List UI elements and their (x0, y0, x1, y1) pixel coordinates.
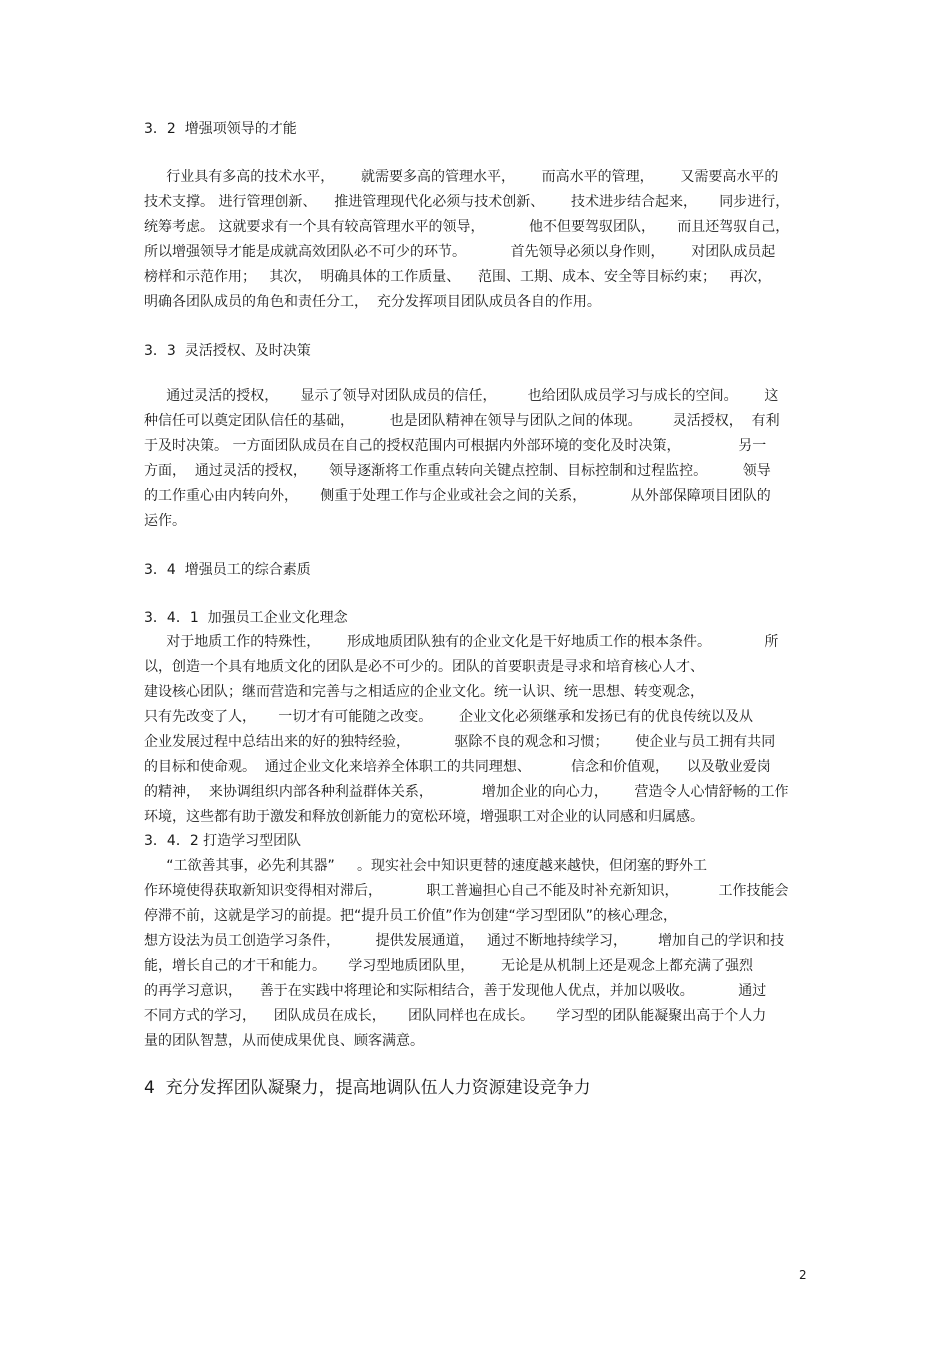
paragraph-line: 运作。 (144, 513, 186, 529)
paragraph-line: 的目标和使命观。 通过企业文化来培养全体职工的共同理想、 信念和价值观， 以及敬业爱岗 (144, 759, 771, 775)
section-3-2-heading: 3．2 增强项领导的才能 (144, 121, 297, 137)
paragraph-line: 种信任可以奠定团队信任的基础， 也是团队精神在领导与团队之间的体现。 灵活授权， 有利 (144, 413, 780, 429)
paragraph-line: 于及时决策。 一方面团队成员在自己的授权范围内可根据内外部环境的变化及时决策， 另一 (144, 438, 767, 454)
section-3-4-2-heading: 3．4．2 打造学习型团队 (144, 833, 302, 849)
paragraph-line: 所以增强领导才能是成就高效团队必不可少的环节。 首先领导必须以身作则， 对团队成员起 (144, 244, 776, 260)
section-3-3-heading: 3．3 灵活授权、及时决策 (144, 343, 311, 359)
paragraph-line: 企业发展过程中总结出来的好的独特经验， 驱除不良的观念和习惯； 使企业与员工拥有共同 (144, 734, 776, 750)
section-4-heading: 4 充分发挥团队凝聚力，提高地调队伍人力资源建设竞争力 (144, 1078, 591, 1098)
paragraph-line: 能，增长自己的才干和能力。 学习型地质团队里， 无论是从机制上还是观念上都充满了强烈 (144, 958, 753, 974)
paragraph-line: 行业具有多高的技术水平， 就需要多高的管理水平， 而高水平的管理， 又需要高水平的 (144, 169, 779, 185)
paragraph-line: 想方设法为员工创造学习条件， 提供发展通道， 通过不断地持续学习， 增加自己的学识和技 (144, 933, 785, 949)
paragraph-line: 通过灵活的授权， 显示了领导对团队成员的信任， 也给团队成员学习与成长的空间。 这 (144, 388, 779, 404)
paragraph-line: 对于地质工作的特殊性， 形成地质团队独有的企业文化是干好地质工作的根本条件。 所 (144, 634, 779, 650)
section-3-4-1-heading: 3．4．1 加强员工企业文化理念 (144, 610, 348, 626)
paragraph-line: “工欲善其事，必先利其器” 。现实社会中知识更替的速度越来越快，但闭塞的野外工 (144, 858, 708, 874)
paragraph-line: 的再学习意识， 善于在实践中将理论和实际相结合，善于发现他人优点，并加以吸收。 通过 (144, 983, 767, 999)
paragraph-line: 统筹考虑。 这就要求有一个具有较高管理水平的领导， 他不但要驾驭团队， 而且还驾驭自己， (144, 219, 790, 235)
paragraph-line: 技术支撑。 进行管理创新、 推进管理现代化必须与技术创新、 技术进步结合起来， 同步进行， (144, 194, 790, 210)
paragraph-line: 方面， 通过灵活的授权， 领导逐渐将工作重点转向关键点控制、目标控制和过程监控。 领导 (144, 463, 771, 479)
paragraph-line: 停滞不前，这就是学习的前提。把“提升员工价值”作为创建“学习型团队”的核心理念， (144, 908, 678, 924)
section-3-4-heading: 3．4 增强员工的综合素质 (144, 562, 311, 578)
paragraph-line: 不同方式的学习， 团队成员在成长， 团队同样也在成长。 学习型的团队能凝聚出高于个人力 (144, 1008, 767, 1024)
paragraph-line: 环境，这些都有助于激发和释放创新能力的宽松环境，增强职工对企业的认同感和归属感。 (144, 809, 704, 825)
paragraph-line: 量的团队智慧，从而使成果优良、顾客满意。 (144, 1033, 424, 1049)
paragraph-line: 建设核心团队；继而营造和完善与之相适应的企业文化。统一认识、统一思想、转变观念， (144, 684, 704, 700)
paragraph-line: 的工作重心由内转向外， 侧重于处理工作与企业或社会之间的关系， 从外部保障项目团队的 (144, 488, 771, 504)
paragraph-line: 明确各团队成员的角色和责任分工， 充分发挥项目团队成员各自的作用。 (144, 294, 601, 310)
paragraph-line: 榜样和示范作用； 其次， 明确具体的工作质量、 范围、工期、成本、安全等目标约束； 再次， (144, 269, 772, 285)
paragraph-line: 的精神， 来协调组织内部各种利益群体关系， 增加企业的向心力， 营造令人心情舒畅的工作 (144, 784, 789, 800)
page-number: 2 (799, 1268, 807, 1282)
paragraph-line: 以，创造一个具有地质文化的团队是必不可少的。团队的首要职责是寻求和培育核心人才、 (144, 659, 704, 675)
paragraph-line: 作环境使得获取新知识变得相对滞后， 职工普遍担心自己不能及时补充新知识， 工作技能会 (144, 883, 789, 899)
paragraph-line: 只有先改变了人， 一切才有可能随之改变。 企业文化必须继承和发扬已有的优良传统以及从 (144, 709, 753, 725)
